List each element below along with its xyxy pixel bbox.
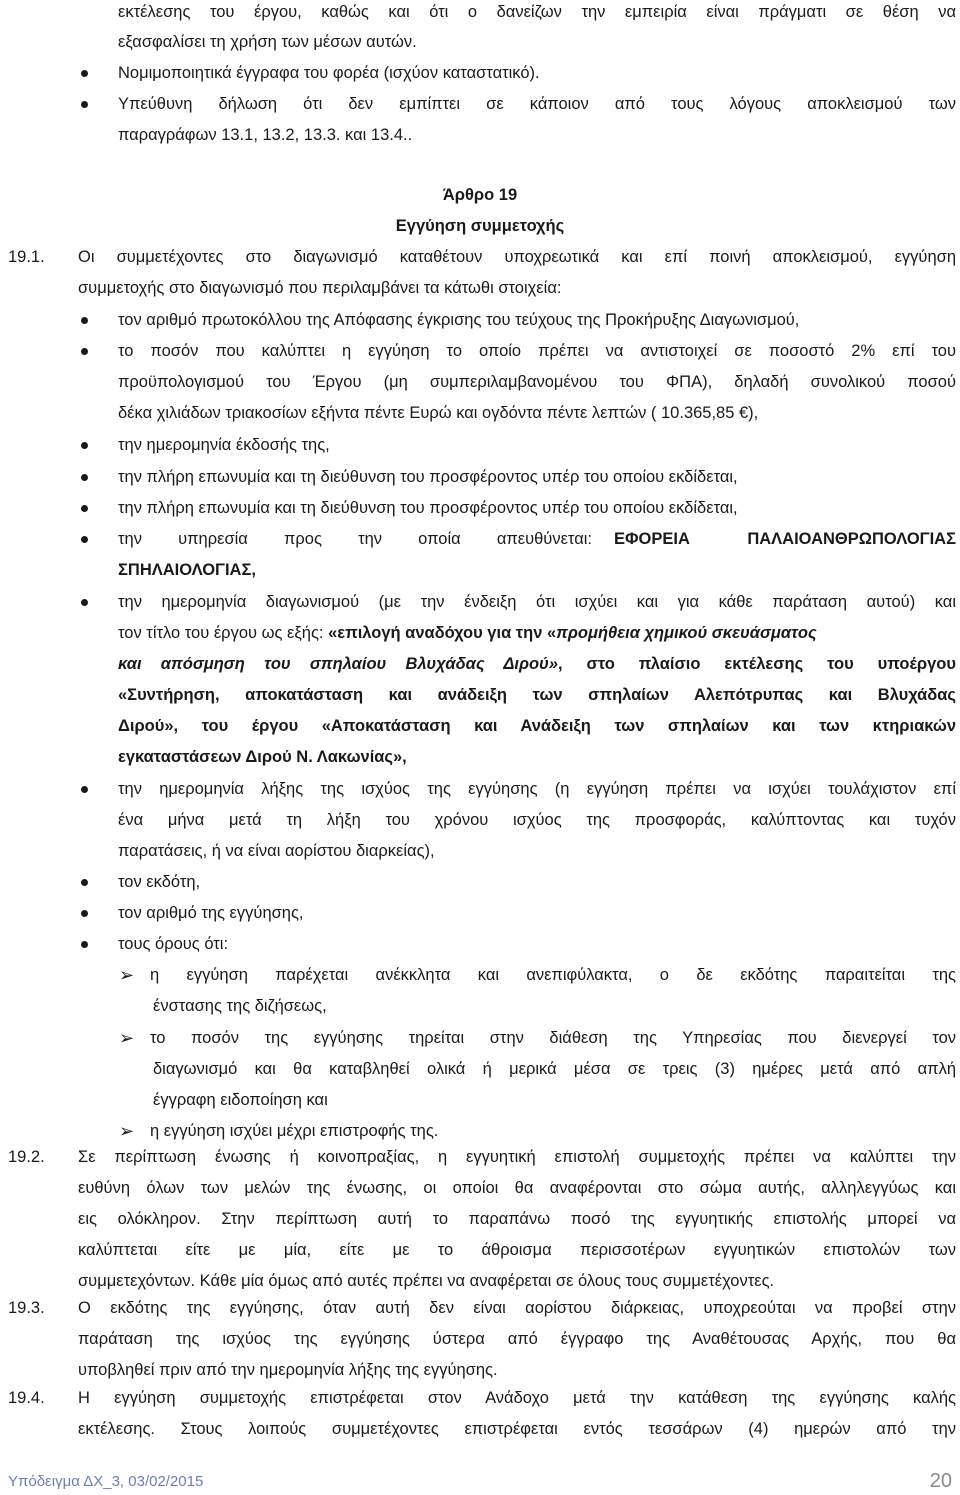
- text: Ο εκδότης της εγγύησης, όταν αυτή δεν είναι αορίστου διάρκειας, υποχρεούται να προβεί στην: [78, 1299, 956, 1317]
- text: προϋπολογισμού του Έργου (μη συμπεριλαμβανομένου του ΦΠΑ), δηλαδή συνολικού ποσού: [118, 373, 956, 391]
- text: τον αριθμό της εγγύησης,: [118, 904, 304, 922]
- body-line: [0, 649, 960, 679]
- text: τον αριθμό πρωτοκόλλου της Απόφασης έγκρισης του τεύχους της Προκήρυξης Διαγωνισμού,: [118, 311, 800, 329]
- list-item: [0, 774, 960, 804]
- text: Νομιμοποιητικά έγγραφα του φορέα (ισχύον καταστατικό).: [118, 64, 540, 82]
- text: παράταση της ισχύος της εγγύησης ύστερα από έγγραφο της Αναθέτουσας Αρχής, που θα: [78, 1330, 956, 1348]
- body-line: [0, 1266, 960, 1296]
- list-item: [0, 462, 960, 492]
- text: την ημερομηνία έκδοσής της,: [118, 436, 330, 454]
- section-19-3: [0, 1293, 960, 1323]
- body-line: [0, 27, 960, 57]
- text: υποβληθεί πριν από την ημερομηνία λήξης της εγγύησης.: [78, 1361, 498, 1379]
- section-19-4: [0, 1383, 960, 1413]
- body-line: [0, 836, 960, 866]
- body-line: [0, 1204, 960, 1234]
- text: έγγραφη ειδοποίηση και: [153, 1091, 328, 1109]
- article-title: Άρθρο 19: [442, 186, 518, 204]
- text: την ημερομηνία λήξης της ισχύος της εγγύησης (η εγγύηση πρέπει να ισχύει τουλάχιστον επί: [118, 780, 956, 798]
- text: εκτέλεσης. Στους λοιπούς συμμετέχοντες επιστρέφεται εντός τεσσάρων (4) ημερών από την: [78, 1420, 956, 1438]
- arrow-bullet-icon: ➢: [119, 1028, 135, 1048]
- section-19-2: [0, 1142, 960, 1172]
- text-bold: ΕΦΟΡΕΙΑ ΠΑΛΑΙΟΑΝΘΡΩΠΟΛΟΓΙΑΣ: [614, 530, 956, 548]
- bullet-icon: [81, 786, 88, 793]
- text: συμμετοχής στο διαγωνισμό που περιλαμβάνει τα κάτωθι στοιχεία:: [78, 279, 562, 297]
- body-line: [0, 1414, 960, 1444]
- text: δέκα χιλιάδων τριακοσίων εξήντα πέντε Ευρώ και ογδόντα πέντε λεπτών ( 10.365,85 €),: [118, 404, 759, 422]
- arrow-bullet-icon: ➢: [119, 1121, 135, 1141]
- body-line: [0, 742, 960, 772]
- body-line: [0, 680, 960, 710]
- bullet-icon: [81, 879, 88, 886]
- text: παραγράφων 13.1, 13.2, 13.3. και 13.4..: [118, 126, 413, 144]
- body-line: [0, 1085, 960, 1115]
- section-19-1: [0, 242, 960, 272]
- text: Σε περίπτωση ένωσης ή κοινοπραξίας, η εγγυητική επιστολή συμμετοχής πρέπει να καλύπτει την: [78, 1148, 956, 1166]
- section-number: 19.4.: [8, 1389, 45, 1407]
- article-subtitle: Εγγύηση συμμετοχής: [395, 217, 565, 235]
- body-line: [0, 618, 960, 648]
- text: την ημερομηνία διαγωνισμού (με την ένδειξη ότι ισχύει και για κάθε παράταση αυτού) και: [118, 593, 956, 611]
- bullet-icon: [81, 536, 88, 543]
- body-line: [0, 1054, 960, 1084]
- text: το ποσόν της εγγύησης τηρείται στην διάθεση της Υπηρεσίας που διενεργεί τον: [150, 1029, 956, 1047]
- text: εκτέλεσης του έργου, καθώς και ότι ο δανείζων την εμπειρία είναι πράγματι σε θέση να: [118, 3, 956, 21]
- text-bold-italic: προμήθεια χημικού σκευάσματος: [556, 624, 817, 642]
- text-bold: «Συντήρηση, αποκατάσταση και ανάδειξη των σπηλαίων Αλεπότρυπας και Βλυχάδας: [118, 686, 956, 704]
- body-line: [0, 711, 960, 741]
- body-line: [0, 120, 960, 150]
- text: το ποσόν που καλύπτει η εγγύηση το οποίο πρέπει να αντιστοιχεί σε ποσοστό 2% επί του: [118, 342, 956, 360]
- text: ευθύνη όλων των μελών της ένωσης, οι οποίοι θα αναφέρονται στο σώμα αυτής, αλληλεγγύως και: [78, 1179, 956, 1197]
- text: η εγγύηση ισχύει μέχρι επιστροφής της.: [150, 1122, 439, 1140]
- footer-doc-ref: Υπόδειγμα ΔΧ_3, 03/02/2015: [8, 1473, 204, 1490]
- text: συμμετεχόντων. Κάθε μία όμως από αυτές πρέπει να αναφέρεται σε όλους τους συμμετέχοντες.: [78, 1272, 775, 1290]
- body-line: [0, 805, 960, 835]
- text-bold: , στο πλαίσιο εκτέλεσης του υποέργου: [558, 655, 956, 673]
- sub-list-item: [0, 1023, 960, 1053]
- text: τους όρους ότι:: [118, 935, 229, 953]
- text: Υπεύθυνη δήλωση ότι δεν εμπίπτει σε κάποιον από τους λόγους αποκλεισμού των: [118, 95, 956, 113]
- list-item: [0, 430, 960, 460]
- section-number: 19.2.: [8, 1148, 45, 1166]
- text-bold: Διρού», του έργου «Αποκατάσταση και Ανάδειξη των σπηλαίων και των κτηριακών: [118, 717, 956, 735]
- bullet-icon: [81, 317, 88, 324]
- text: Οι συμμετέχοντες στο διαγωνισμό καταθέτουν υποχρεωτικά και επί ποινή αποκλεισμού, εγγύηση: [78, 248, 956, 266]
- list-item: [0, 493, 960, 523]
- body-line: [0, 1173, 960, 1203]
- text: παρατάσεις, ή να είναι αορίστου διαρκείας),: [118, 842, 435, 860]
- list-item: [0, 58, 960, 88]
- body-line: [0, 555, 960, 585]
- bullet-icon: [81, 505, 88, 512]
- body-line: [0, 1235, 960, 1265]
- bullet-icon: [81, 348, 88, 355]
- text: την πλήρη επωνυμία και τη διεύθυνση του προσφέροντος υπέρ του οποίου εκδίδεται,: [118, 499, 738, 517]
- text-bold: εγκαταστάσεων Διρού Ν. Λακωνίας»,: [118, 748, 407, 766]
- text: τον εκδότη,: [118, 873, 201, 891]
- body-line: [0, 273, 960, 303]
- list-item: [0, 929, 960, 959]
- page-number: 20: [929, 1470, 952, 1492]
- text: διαγωνισμό και θα καταβληθεί ολικά ή μερικά μέσα σε τρεις (3) ημέρες μετά από απλή: [153, 1060, 956, 1078]
- text: ένστασης της διζήσεως,: [153, 997, 327, 1015]
- bullet-icon: [81, 910, 88, 917]
- list-item: [0, 587, 960, 617]
- body-line: [0, 1355, 960, 1385]
- section-number: 19.1.: [8, 248, 45, 266]
- list-item: [0, 305, 960, 335]
- section-number: 19.3.: [8, 1299, 45, 1317]
- text: [118, 618, 817, 648]
- text-bold-italic: και απόσμηση του σπηλαίου Βλυχάδας Διρού»: [118, 655, 558, 673]
- sub-list-item: [0, 960, 960, 990]
- body-line: [0, 991, 960, 1021]
- text: η εγγύηση παρέχεται ανέκκλητα και ανεπιφύλακτα, ο δε εκδότης παραιτείται της: [150, 966, 956, 984]
- text-bold: ΣΠΗΛΑΙΟΛΟΓΙΑΣ,: [118, 561, 256, 579]
- bullet-icon: [81, 101, 88, 108]
- bullet-icon: [81, 599, 88, 606]
- list-item: [0, 89, 960, 119]
- body-line: [0, 367, 960, 397]
- list-item: [0, 524, 960, 554]
- text: [118, 649, 956, 679]
- bullet-icon: [81, 70, 88, 77]
- body-line: [0, 398, 960, 428]
- list-item: [0, 898, 960, 928]
- body-line: [0, 1324, 960, 1354]
- bullet-icon: [81, 474, 88, 481]
- text: την πλήρη επωνυμία και τη διεύθυνση του προσφέροντος υπέρ του οποίου εκδίδεται,: [118, 468, 738, 486]
- arrow-bullet-icon: ➢: [119, 965, 135, 985]
- text: [118, 524, 956, 554]
- list-item: [0, 867, 960, 897]
- text: εξασφαλίσει τη χρήση των μέσων αυτών.: [118, 33, 417, 51]
- text-bold: «επιλογή αναδόχου για την «: [328, 624, 557, 642]
- text: καλύπτεται είτε με μία, είτε με το άθροισμα περισσοτέρων εγγυητικών επιστολών των: [78, 1241, 956, 1259]
- text: εις ολόκληρον. Στην περίπτωση αυτή το παραπάνω ποσό της εγγυητικής επιστολής μπορεί να: [78, 1210, 956, 1228]
- bullet-icon: [81, 442, 88, 449]
- body-line: [0, 0, 960, 27]
- text-part: την υπηρεσία προς την οποία απευθύνεται:: [118, 530, 592, 548]
- text: ένα μήνα μετά τη λήξη του χρόνου ισχύος της προσφοράς, καλύπτοντας και τυχόν: [118, 811, 956, 829]
- text-part: τον τίτλο του έργου ως εξής:: [118, 624, 329, 642]
- list-item: [0, 336, 960, 366]
- text: Η εγγύηση συμμετοχής επιστρέφεται στον Ανάδοχο μετά την κατάθεση της εγγύησης καλής: [78, 1389, 956, 1407]
- bullet-icon: [81, 941, 88, 948]
